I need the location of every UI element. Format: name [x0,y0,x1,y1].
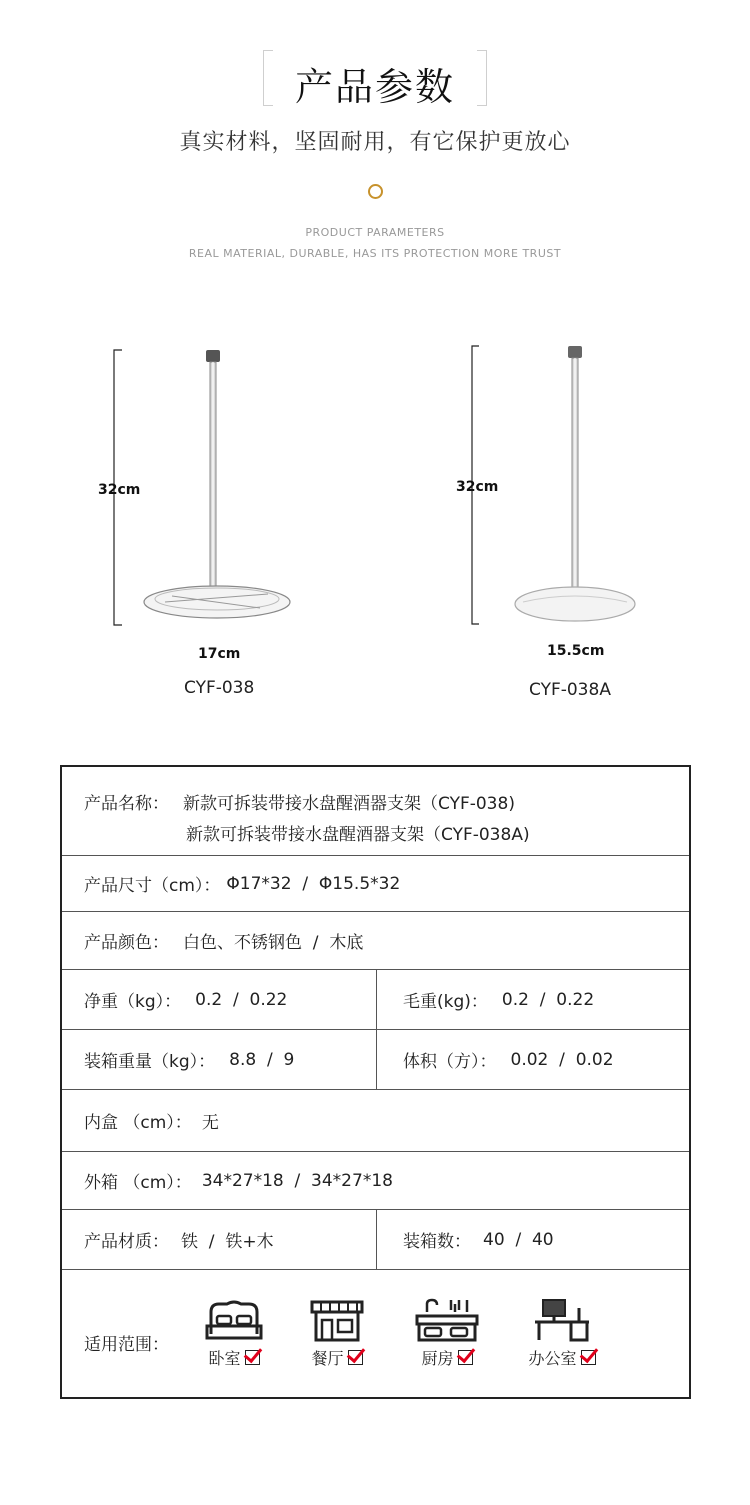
net-weight-value: 0.2 / 0.22 [195,989,288,1010]
color-value: 白色、不锈钢色 / 木底 [183,933,364,953]
row-product-name [62,767,689,856]
scope-restaurant-label: 餐厅 [311,1349,344,1368]
gross-weight-value: 0.2 / 0.22 [501,989,595,1010]
row-outer-box [62,1152,689,1210]
pack-count-value: 40 / 40 [483,1229,554,1250]
page-title: 产品参数 [294,65,455,109]
english-tagline: REAL MATERIAL, DURABLE, HAS ITS PROTECTION MORE TRUST [188,247,562,260]
scope-kitchen-label: 厨房 [421,1349,454,1368]
checkbox-checked-icon [458,1350,473,1365]
carton-weight-value: 8.8 / 9 [229,1049,295,1070]
row-size [62,856,689,912]
scope-bedroom-label: 卧室 [208,1349,241,1368]
product-name-value-2: 新款可拆装带接水盘醒酒器支架（CYF-038A) [186,825,530,845]
height-label: 32cm [456,479,499,495]
scope-restaurant [297,1298,377,1369]
row-weight [62,970,689,1030]
row-scope [62,1270,689,1397]
volume-label: 体积（方）： [403,1052,497,1072]
gross-weight-label: 毛重(kg)： [403,992,488,1012]
inner-box-value: 无 [201,1113,219,1133]
product-name-label: 产品名称： [84,794,169,814]
row-carton [62,1030,689,1090]
color-label: 产品颜色： [84,933,169,953]
scope-office [516,1298,608,1369]
width-label: 15.5cm [541,643,610,659]
net-weight-label: 净重（kg）： [84,992,182,1012]
volume-value: 0.02 / 0.02 [510,1049,614,1070]
checkbox-checked-icon [245,1350,260,1365]
scope-kitchen [407,1298,487,1369]
model-label: CYF-038 [184,678,255,698]
pack-count-label: 装箱数： [403,1232,471,1252]
scope-label: 适用范围： [84,1335,169,1355]
size-label: 产品尺寸（cm）： [84,876,221,896]
restaurant-icon [308,1298,366,1342]
accent-dot-icon [368,184,383,199]
office-icon [533,1298,591,1342]
material-label: 产品材质： [84,1232,169,1252]
kitchen-icon [415,1298,479,1342]
spec-table [60,765,691,1399]
material-value: 铁 / 铁+木 [181,1232,274,1252]
width-label: 17cm [192,646,246,662]
english-heading: PRODUCT PARAMETERS [305,226,445,239]
outer-box-label: 外箱 （cm）： [84,1173,192,1193]
row-color [62,912,689,970]
checkbox-checked-icon [348,1350,363,1365]
scope-office-label: 办公室 [528,1349,577,1368]
product-name-value-1: 新款可拆装带接水盘醒酒器支架（CYF-038) [183,794,515,814]
row-inner-box [62,1090,689,1152]
bed-icon [205,1298,263,1342]
size-value: Φ17*32 / Φ15.5*32 [226,873,401,894]
outer-box-value: 34*27*18 / 34*27*18 [201,1170,393,1191]
height-label: 32cm [98,482,141,498]
model-label: CYF-038A [529,680,611,700]
product-cyf-038 [100,340,320,720]
carton-weight-label: 装箱重量（kg）： [84,1052,216,1072]
inner-box-label: 内盒 （cm）： [84,1113,192,1133]
product-name-block [84,789,530,851]
page-subtitle: 真实材料，坚固耐用，有它保护更放心 [179,130,571,155]
product-cyf-038a [455,340,675,720]
scope-bedroom [194,1298,274,1369]
row-material [62,1210,689,1270]
checkbox-checked-icon [581,1350,596,1365]
